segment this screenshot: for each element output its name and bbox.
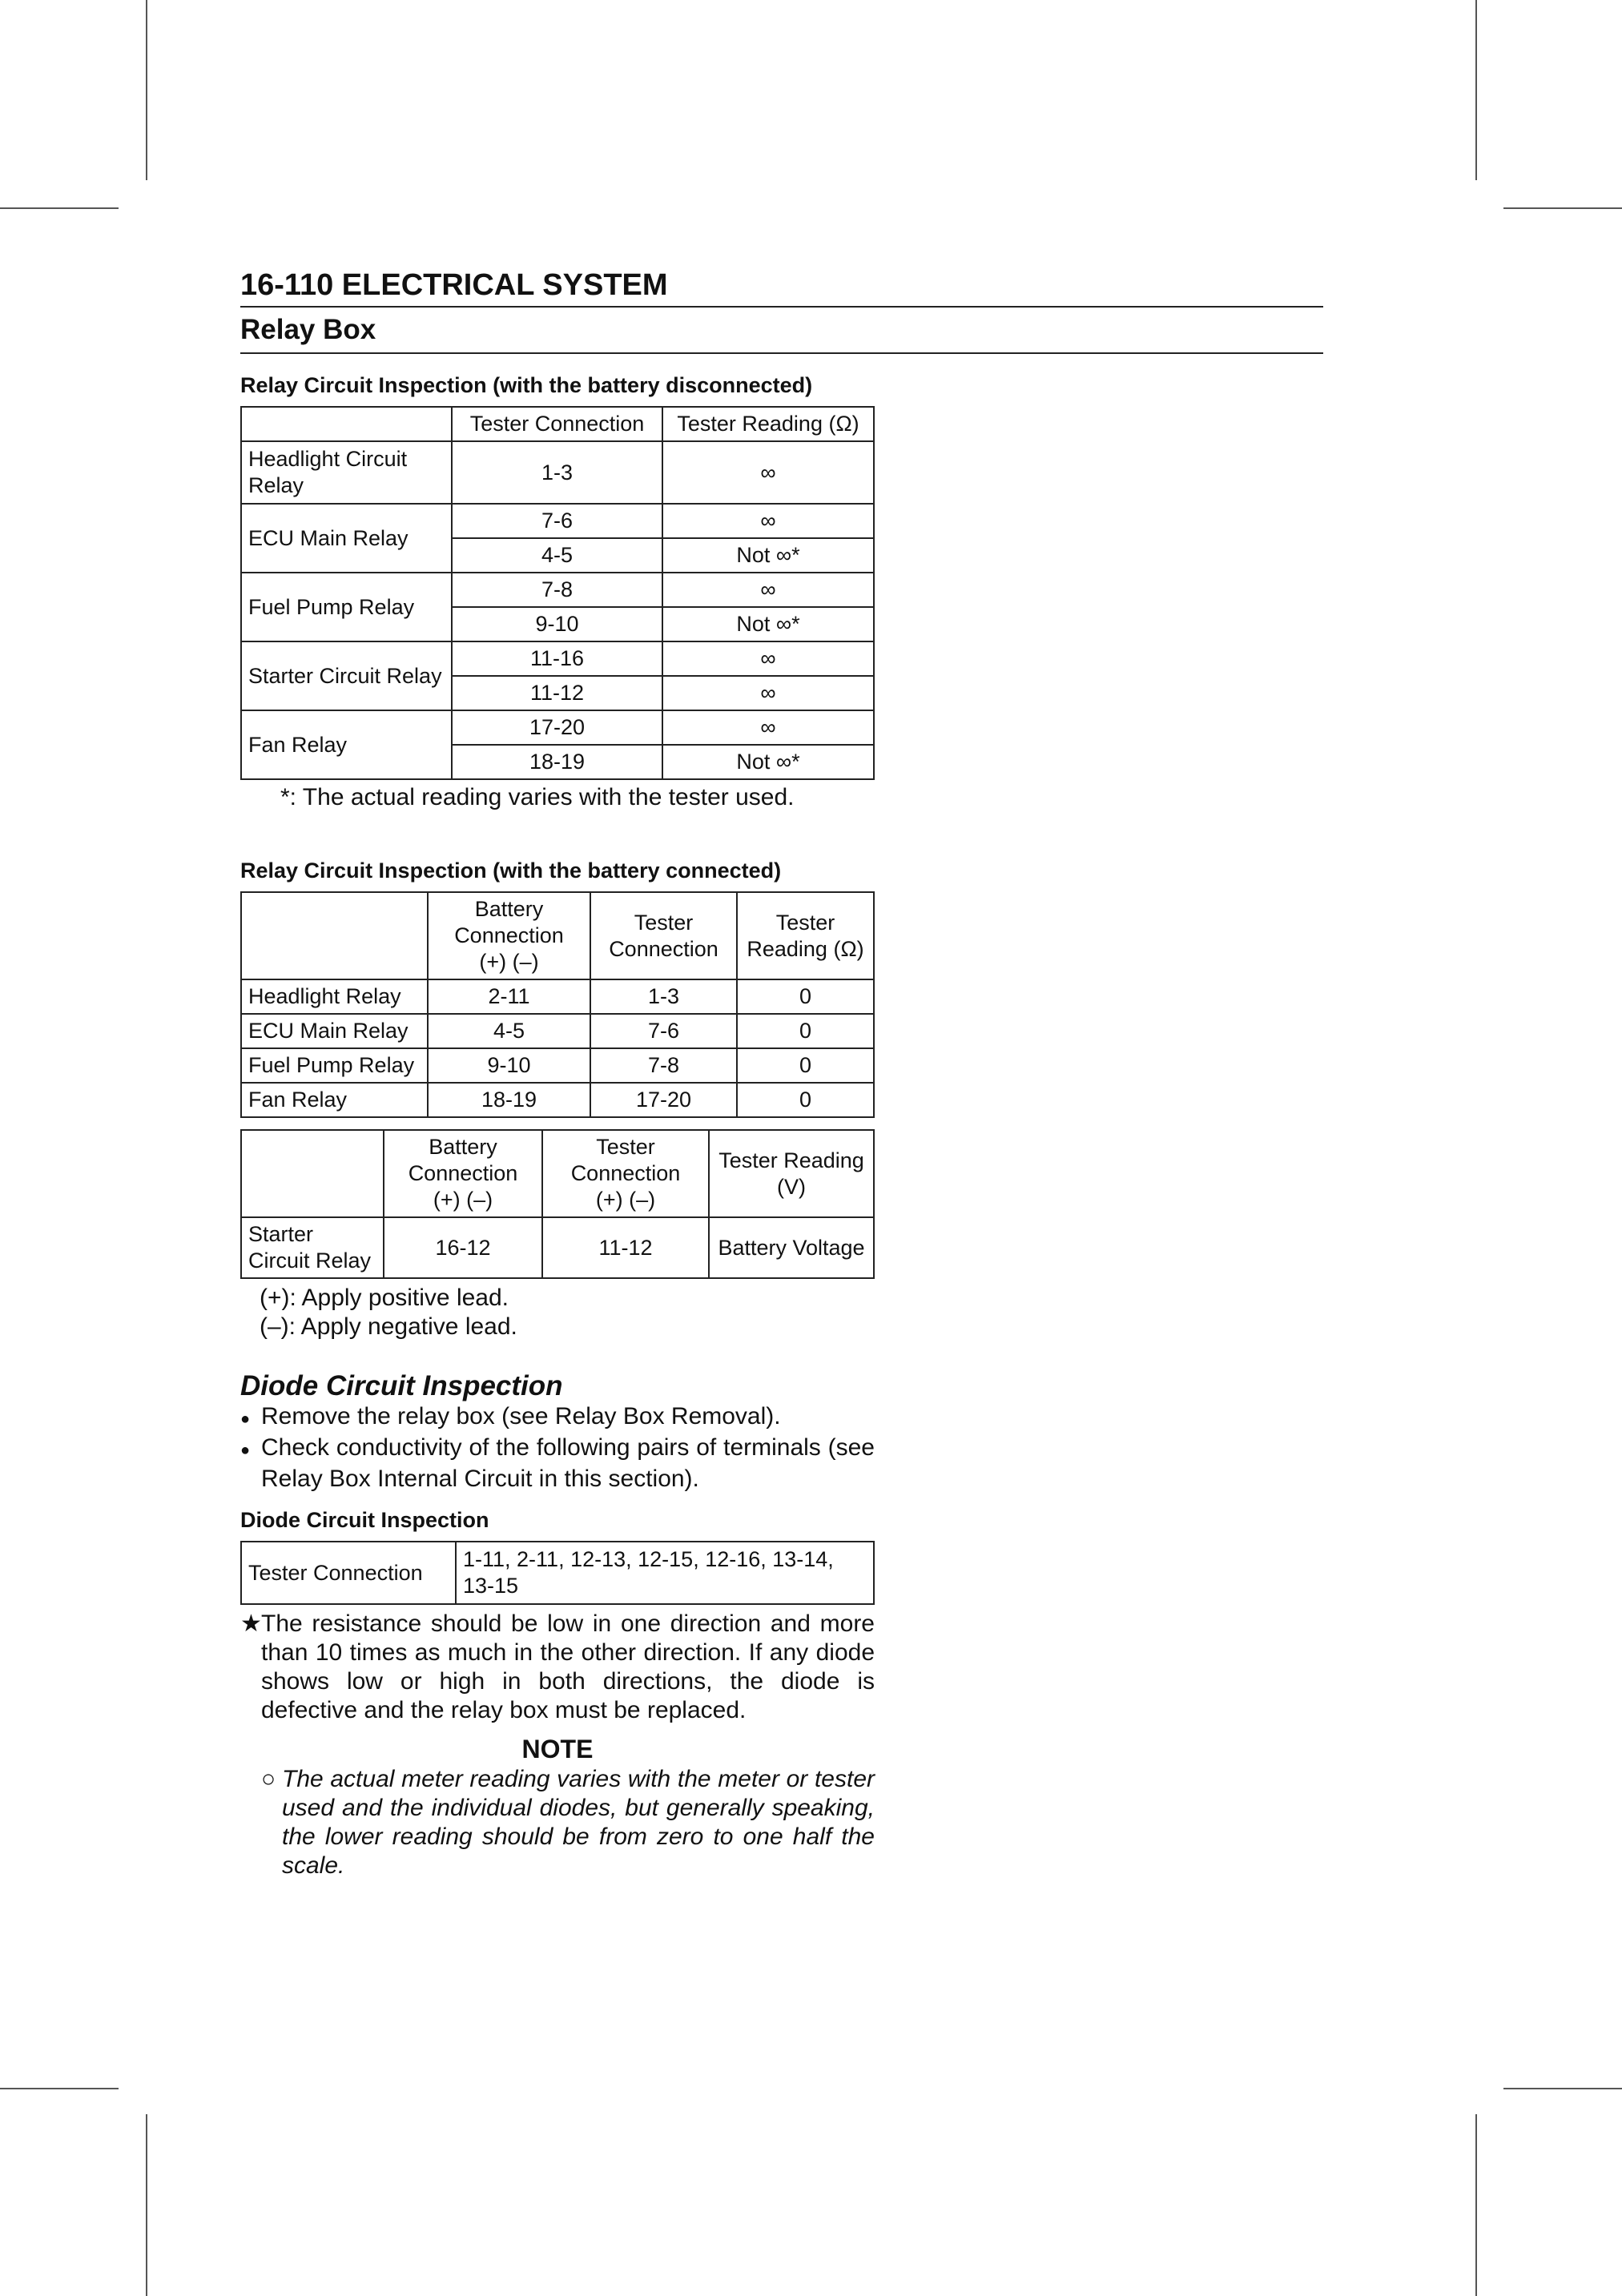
- tester-reading: 0: [737, 979, 874, 1014]
- tester-reading: 0: [737, 1048, 874, 1083]
- relay-name: ECU Main Relay: [241, 1014, 428, 1048]
- table1-header-reading: Tester Reading (Ω): [662, 407, 874, 441]
- note-item: [240, 1765, 875, 1880]
- section-rule: [240, 352, 1323, 354]
- crop-mark: [146, 0, 147, 180]
- table-diode: [240, 1541, 875, 1605]
- table3-header-batt: [384, 1130, 542, 1217]
- relay-name: ECU Main Relay: [241, 504, 452, 573]
- relay-name: Fan Relay: [241, 710, 452, 779]
- star-icon: ★: [240, 1610, 262, 1637]
- crop-mark: [1503, 207, 1622, 209]
- polarity-legend: [240, 1284, 875, 1341]
- table3-header-reading: Tester Reading (V): [709, 1130, 874, 1217]
- polarity-label: (+) (–): [595, 1188, 656, 1212]
- table3-header-blank: [241, 1130, 384, 1217]
- crop-mark: [146, 2114, 147, 2296]
- table2-caption: Relay Circuit Inspection (with the battery connected): [240, 858, 782, 883]
- diode-section-title: Diode Circuit Inspection: [240, 1370, 563, 1401]
- relay-name: Fuel Pump Relay: [241, 573, 452, 641]
- tester-connection: 18-19: [452, 745, 662, 779]
- bullet-icon: ●: [240, 1442, 251, 1459]
- relay-name: Starter Circuit Relay: [241, 641, 452, 710]
- relay-name: Headlight Relay: [241, 979, 428, 1014]
- tester-reading: 0: [737, 1014, 874, 1048]
- table-battery-connected: [240, 891, 875, 1118]
- crop-mark: [1503, 2088, 1622, 2089]
- section-title: Relay Box: [240, 314, 376, 345]
- tester-reading: ∞: [662, 641, 874, 676]
- tester-reading: Not ∞*: [662, 538, 874, 573]
- tester-connection: 7-6: [452, 504, 662, 538]
- star-item: [240, 1610, 875, 1725]
- battery-connection: 18-19: [428, 1083, 590, 1117]
- legend-positive: (+): Apply positive lead.: [260, 1285, 509, 1311]
- tester-connection: 7-6: [590, 1014, 737, 1048]
- note-heading: NOTE: [521, 1735, 594, 1763]
- crop-mark: [1475, 2114, 1477, 2296]
- tester-reading: ∞: [662, 710, 874, 745]
- table1-header-conn: Tester Connection: [452, 407, 662, 441]
- bullet-text: Check conductivity of the following pairs of terminals (see Relay Box Internal Circuit in this section).: [261, 1434, 875, 1492]
- page-content: [240, 264, 1323, 1880]
- tester-connection: 1-3: [590, 979, 737, 1014]
- table2-header-reading: Tester Reading (Ω): [737, 892, 874, 979]
- tester-connection: 7-8: [452, 573, 662, 607]
- diode-table-caption: Diode Circuit Inspection: [240, 1508, 489, 1532]
- table1-caption: Relay Circuit Inspection (with the battery disconnected): [240, 373, 813, 397]
- note-text: The actual meter reading varies with the meter or tester used and the individual diodes, but generally speaking, the lower reading should be from zero to one half the scale.: [282, 1766, 875, 1879]
- table2-header-tester: Tester Connection: [590, 892, 737, 979]
- tester-reading: ∞: [662, 676, 874, 710]
- battery-connection: 4-5: [428, 1014, 590, 1048]
- header-text: Tester Connection: [570, 1135, 681, 1185]
- battery-connection: 9-10: [428, 1048, 590, 1083]
- tester-connection: 11-16: [452, 641, 662, 676]
- table3-header-tester: [542, 1130, 709, 1217]
- battery-connection: 16-12: [384, 1217, 542, 1278]
- table-starter-relay: [240, 1129, 875, 1279]
- table-battery-disconnected: [240, 406, 875, 780]
- tester-connection: 11-12: [542, 1217, 709, 1278]
- polarity-label: (+) (–): [479, 950, 539, 974]
- tester-connection: 11-12: [452, 676, 662, 710]
- page-title: 16-110 ELECTRICAL SYSTEM: [240, 268, 668, 302]
- relay-name: Fan Relay: [241, 1083, 428, 1117]
- table2-header-batt: [428, 892, 590, 979]
- header-text: Battery Connection: [408, 1135, 518, 1185]
- relay-name: Headlight Circuit Relay: [241, 441, 452, 504]
- tester-connection: 1-3: [452, 441, 662, 504]
- battery-connection: 2-11: [428, 979, 590, 1014]
- polarity-label: (+) (–): [433, 1188, 493, 1212]
- bullet-icon: ●: [240, 1410, 251, 1428]
- crop-mark: [0, 207, 119, 209]
- tester-reading: Battery Voltage: [709, 1217, 874, 1278]
- header-text: Battery Connection: [454, 897, 564, 947]
- relay-name: Starter Circuit Relay: [241, 1217, 384, 1278]
- table2-header-blank: [241, 892, 428, 979]
- diode-terminals: 1-11, 2-11, 12-13, 12-15, 12-16, 13-14, 13-15: [456, 1542, 874, 1604]
- tester-connection: 4-5: [452, 538, 662, 573]
- tester-connection: 17-20: [452, 710, 662, 745]
- tester-reading: ∞: [662, 504, 874, 538]
- tester-reading: Not ∞*: [662, 745, 874, 779]
- bullet-item: [240, 1402, 875, 1433]
- tester-connection: 17-20: [590, 1083, 737, 1117]
- tester-reading: ∞: [662, 573, 874, 607]
- table1-header-blank: [241, 407, 452, 441]
- crop-mark: [0, 2088, 119, 2089]
- tester-reading: ∞: [662, 441, 874, 504]
- tester-connection: 9-10: [452, 607, 662, 641]
- relay-name: Fuel Pump Relay: [241, 1048, 428, 1083]
- circle-icon: ○: [261, 1766, 276, 1792]
- bullet-item: [240, 1433, 875, 1494]
- tester-connection: 7-8: [590, 1048, 737, 1083]
- tester-reading: Not ∞*: [662, 607, 874, 641]
- left-column: [240, 373, 875, 1880]
- tester-reading: 0: [737, 1083, 874, 1117]
- bullet-text: Remove the relay box (see Relay Box Removal).: [261, 1403, 781, 1429]
- diode-label: Tester Connection: [241, 1542, 456, 1604]
- legend-negative: (–): Apply negative lead.: [260, 1313, 517, 1340]
- star-text: The resistance should be low in one direction and more than 10 times as much in the other direction. If any diode shows low or high in both directions, the diode is defective and the relay box must be replaced.: [261, 1610, 875, 1723]
- table1-footnote: *: The actual reading varies with the tester used.: [280, 784, 795, 810]
- crop-mark: [1475, 0, 1477, 180]
